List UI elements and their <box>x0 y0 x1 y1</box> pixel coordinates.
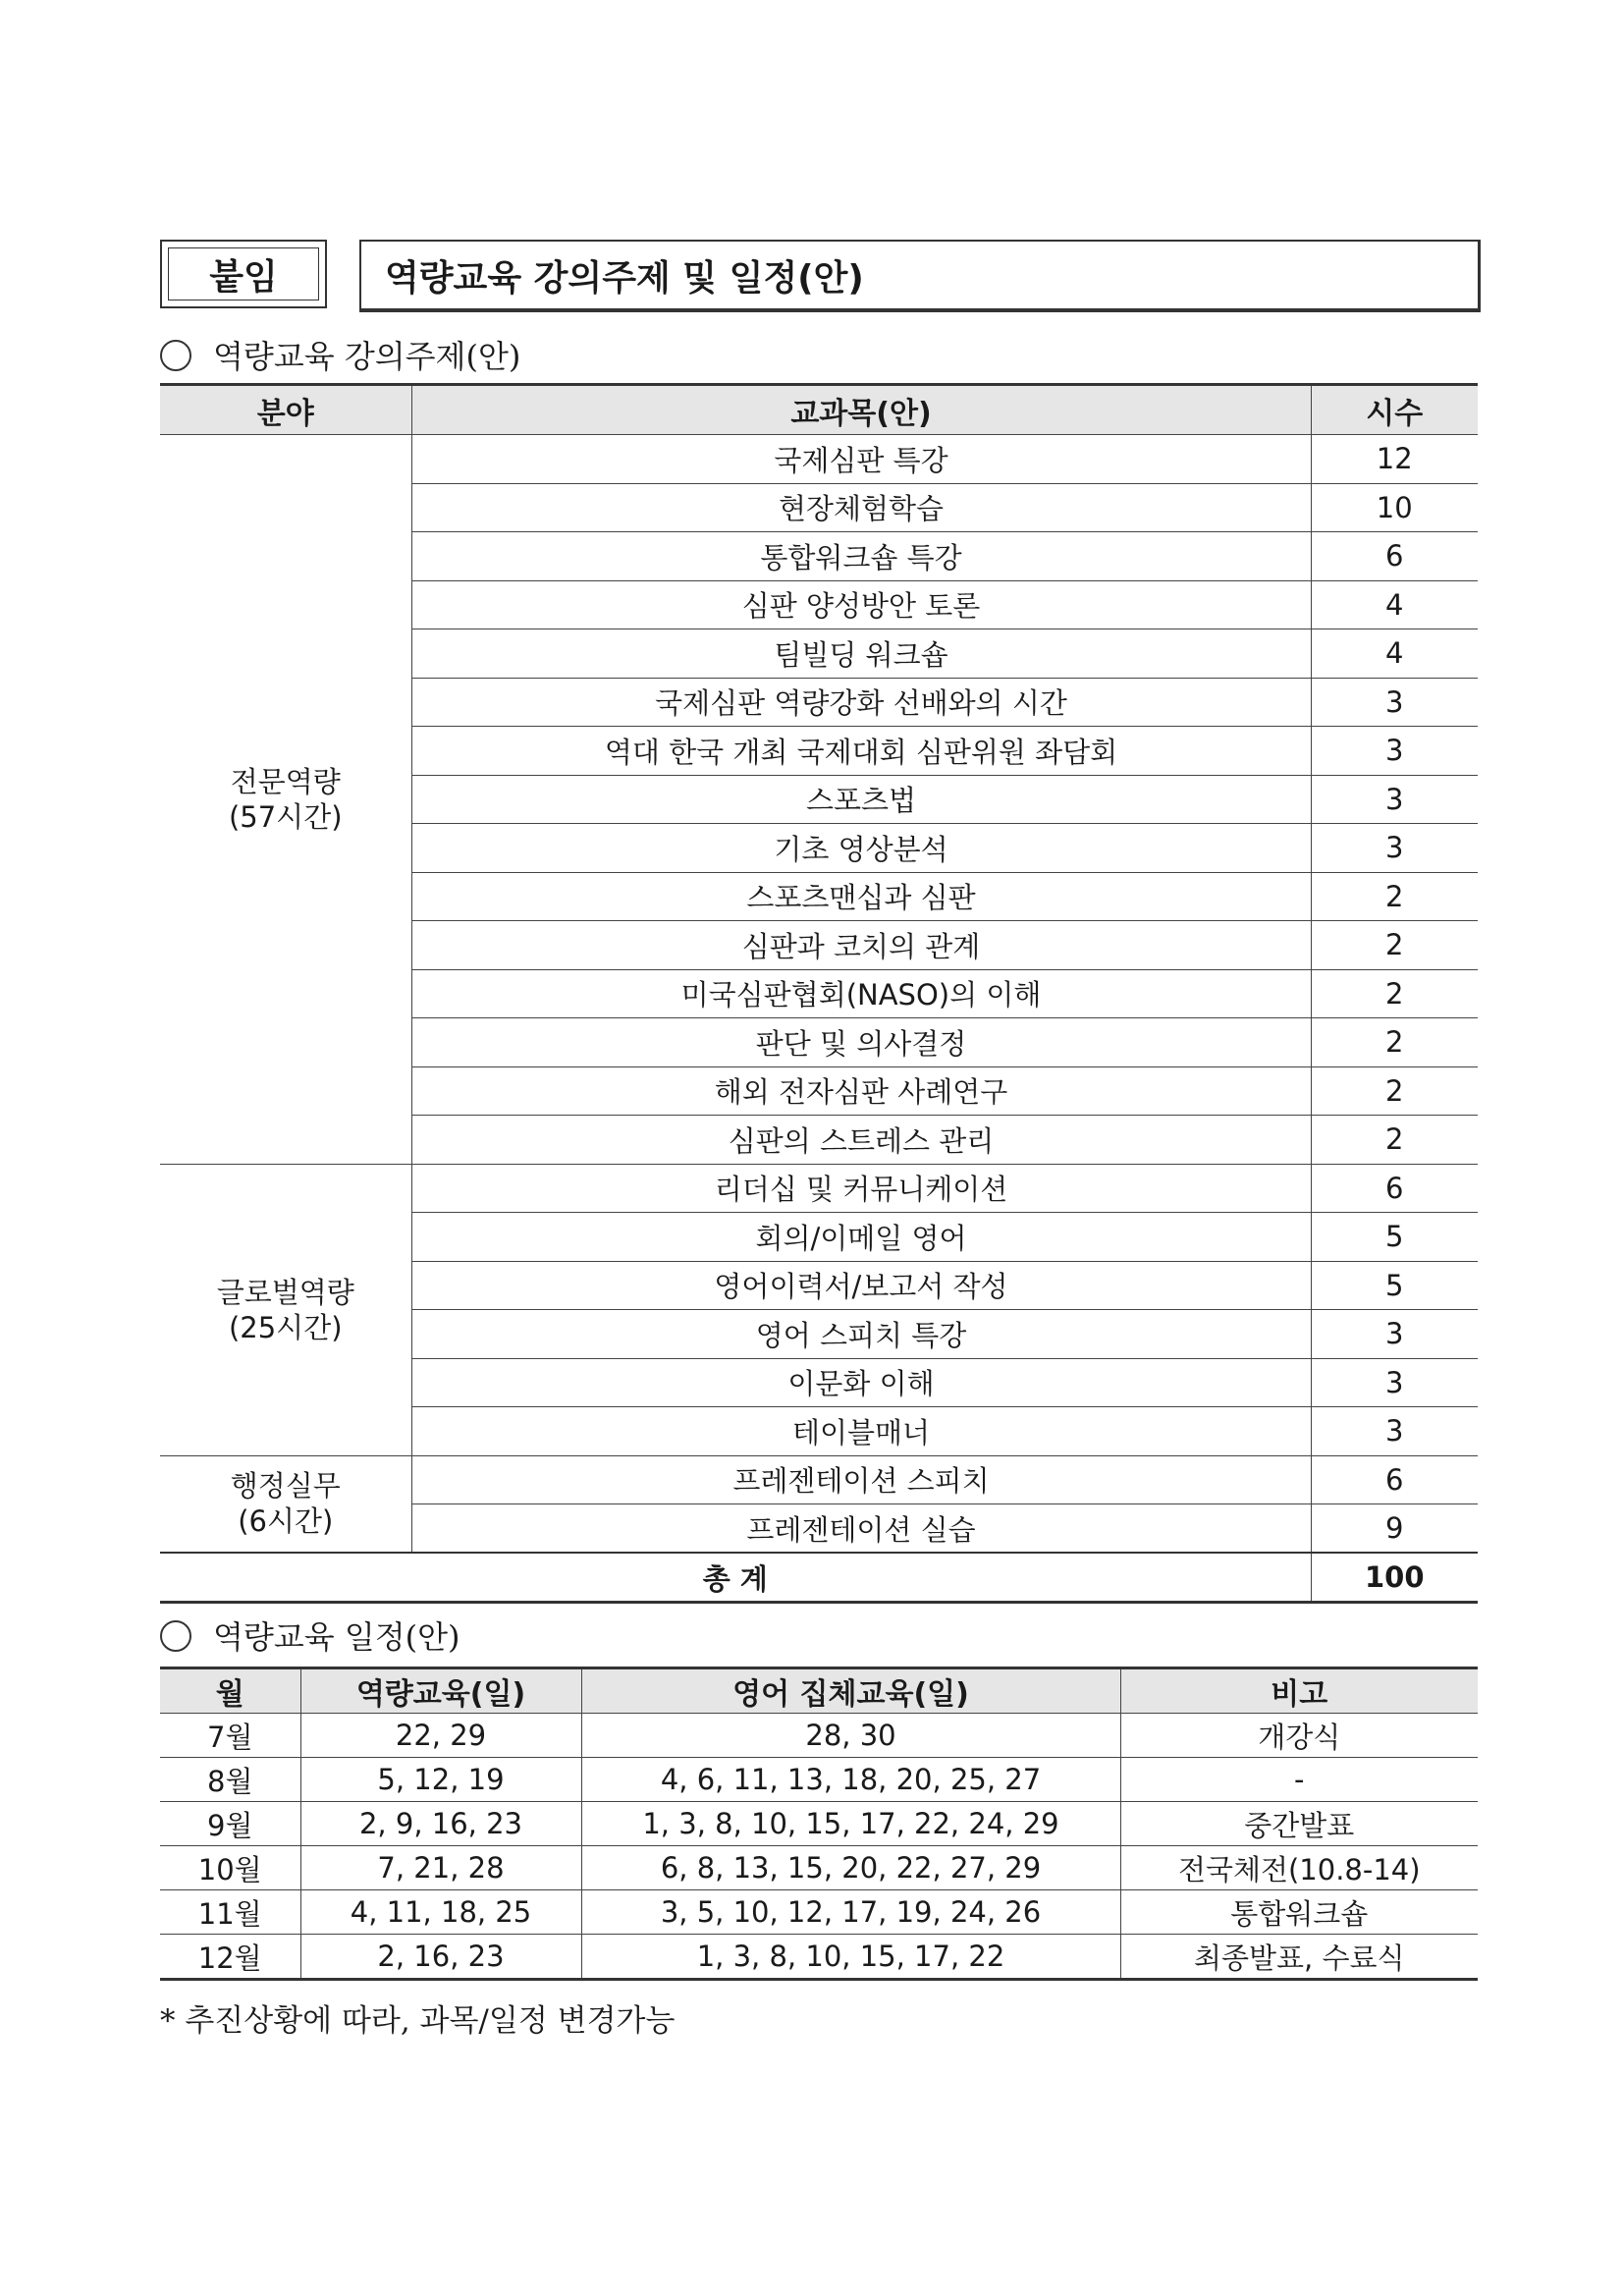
table-row <box>160 1714 1478 1758</box>
hours-cell: 2 <box>1311 969 1478 1018</box>
table-header-row <box>160 385 1478 435</box>
competency-days-cell: 2, 16, 23 <box>300 1935 581 1980</box>
subject-cell: 리더십 및 커뮤니케이션 <box>411 1164 1311 1213</box>
section-heading-schedule <box>160 1613 460 1658</box>
column-header: 분야 <box>160 385 411 435</box>
category-hours: (25시간) <box>228 1310 343 1344</box>
hours-cell: 2 <box>1311 921 1478 970</box>
hours-cell: 6 <box>1311 1455 1478 1504</box>
hours-cell: 2 <box>1311 1066 1478 1116</box>
section-heading-topics <box>160 332 520 377</box>
schedule-table <box>160 1667 1478 1981</box>
competency-days-cell: 4, 11, 18, 25 <box>300 1890 581 1935</box>
hours-cell: 2 <box>1311 872 1478 921</box>
section-heading-schedule-label: 역량교육 일정(안) <box>213 1618 460 1656</box>
section-heading-topics-label: 역량교육 강의주제(안) <box>213 338 521 375</box>
category-cell <box>160 1164 411 1455</box>
month-cell: 12월 <box>160 1935 300 1980</box>
hours-cell: 5 <box>1311 1261 1478 1310</box>
note-cell: 중간발표 <box>1120 1802 1478 1846</box>
hours-cell: 3 <box>1311 678 1478 727</box>
document-title: 역량교육 강의주제 및 일정(안) <box>359 240 1481 312</box>
table-row <box>160 1890 1478 1935</box>
table-row <box>160 435 1478 484</box>
total-label: 총 계 <box>160 1553 1311 1603</box>
month-cell: 8월 <box>160 1758 300 1802</box>
subject-cell: 미국심판협회(NASO)의 이해 <box>411 969 1311 1018</box>
category-hours: (57시간) <box>228 799 343 834</box>
hours-cell: 6 <box>1311 1164 1478 1213</box>
subject-cell: 영어이력서/보고서 작성 <box>411 1261 1311 1310</box>
note-cell: 통합워크숍 <box>1120 1890 1478 1935</box>
total-row <box>160 1553 1478 1603</box>
table-header-row <box>160 1668 1478 1714</box>
column-header: 교과목(안) <box>411 385 1311 435</box>
category-cell <box>160 1455 411 1553</box>
hours-cell: 3 <box>1311 727 1478 776</box>
note-cell: 최종발표, 수료식 <box>1120 1935 1478 1980</box>
table-row <box>160 1455 1478 1504</box>
attachment-tag <box>160 240 327 308</box>
hours-cell: 2 <box>1311 1018 1478 1067</box>
english-days-cell: 4, 6, 11, 13, 18, 20, 25, 27 <box>581 1758 1120 1802</box>
category-name: 행정실무 <box>230 1469 341 1503</box>
subject-cell: 판단 및 의사결정 <box>411 1018 1311 1067</box>
hours-cell: 3 <box>1311 1310 1478 1359</box>
hours-cell: 9 <box>1311 1504 1478 1554</box>
subject-cell: 현장체험학습 <box>411 483 1311 532</box>
hours-cell: 6 <box>1311 532 1478 581</box>
table-row <box>160 1164 1478 1213</box>
subject-cell: 스포츠법 <box>411 775 1311 824</box>
hours-cell: 4 <box>1311 580 1478 629</box>
note-cell: 개강식 <box>1120 1714 1478 1758</box>
subject-cell: 심판과 코치의 관계 <box>411 921 1311 970</box>
footnote: * 추진상황에 따라, 과목/일정 변경가능 <box>160 2003 676 2039</box>
hours-cell: 3 <box>1311 775 1478 824</box>
month-cell: 7월 <box>160 1714 300 1758</box>
competency-days-cell: 22, 29 <box>300 1714 581 1758</box>
column-header: 시수 <box>1311 385 1478 435</box>
table-row <box>160 1935 1478 1980</box>
subject-cell: 기초 영상분석 <box>411 824 1311 873</box>
english-days-cell: 1, 3, 8, 10, 15, 17, 22, 24, 29 <box>581 1802 1120 1846</box>
table-row <box>160 1758 1478 1802</box>
subject-cell: 프레젠테이션 스피치 <box>411 1455 1311 1504</box>
competency-days-cell: 2, 9, 16, 23 <box>300 1802 581 1846</box>
subject-cell: 스포츠맨십과 심판 <box>411 872 1311 921</box>
subject-cell: 심판의 스트레스 관리 <box>411 1116 1311 1165</box>
category-name: 글로벌역량 <box>216 1275 354 1309</box>
circle-bullet-icon <box>160 1620 191 1652</box>
hours-cell: 2 <box>1311 1116 1478 1165</box>
note-cell: - <box>1120 1758 1478 1802</box>
circle-bullet-icon <box>160 340 191 371</box>
subject-cell: 심판 양성방안 토론 <box>411 580 1311 629</box>
column-header: 비고 <box>1120 1668 1478 1714</box>
subject-cell: 국제심판 특강 <box>411 435 1311 484</box>
subject-cell: 역대 한국 개최 국제대회 심판위원 좌담회 <box>411 727 1311 776</box>
month-cell: 10월 <box>160 1846 300 1890</box>
subject-cell: 국제심판 역량강화 선배와의 시간 <box>411 678 1311 727</box>
hours-cell: 3 <box>1311 1407 1478 1456</box>
english-days-cell: 3, 5, 10, 12, 17, 19, 24, 26 <box>581 1890 1120 1935</box>
subject-cell: 팀빌딩 워크숍 <box>411 629 1311 679</box>
hours-cell: 4 <box>1311 629 1478 679</box>
column-header: 영어 집체교육(일) <box>581 1668 1120 1714</box>
month-cell: 11월 <box>160 1890 300 1935</box>
hours-cell: 3 <box>1311 1358 1478 1407</box>
subject-cell: 프레젠테이션 실습 <box>411 1504 1311 1554</box>
subject-cell: 테이블매너 <box>411 1407 1311 1456</box>
subject-cell: 통합워크숍 특강 <box>411 532 1311 581</box>
table-row <box>160 1802 1478 1846</box>
subject-cell: 해외 전자심판 사례연구 <box>411 1066 1311 1116</box>
competency-days-cell: 7, 21, 28 <box>300 1846 581 1890</box>
english-days-cell: 28, 30 <box>581 1714 1120 1758</box>
english-days-cell: 6, 8, 13, 15, 20, 22, 27, 29 <box>581 1846 1120 1890</box>
total-hours: 100 <box>1311 1553 1478 1603</box>
column-header: 월 <box>160 1668 300 1714</box>
attachment-tag-label: 붙임 <box>168 247 319 301</box>
hours-cell: 5 <box>1311 1213 1478 1262</box>
hours-cell: 10 <box>1311 483 1478 532</box>
month-cell: 9월 <box>160 1802 300 1846</box>
topics-table <box>160 383 1478 1604</box>
subject-cell: 이문화 이해 <box>411 1358 1311 1407</box>
competency-days-cell: 5, 12, 19 <box>300 1758 581 1802</box>
note-cell: 전국체전(10.8-14) <box>1120 1846 1478 1890</box>
column-header: 역량교육(일) <box>300 1668 581 1714</box>
category-cell <box>160 435 411 1165</box>
english-days-cell: 1, 3, 8, 10, 15, 17, 22 <box>581 1935 1120 1980</box>
table-row <box>160 1846 1478 1890</box>
hours-cell: 3 <box>1311 824 1478 873</box>
hours-cell: 12 <box>1311 435 1478 484</box>
subject-cell: 회의/이메일 영어 <box>411 1213 1311 1262</box>
subject-cell: 영어 스피치 특강 <box>411 1310 1311 1359</box>
category-name: 전문역량 <box>230 764 341 798</box>
category-hours: (6시간) <box>238 1504 334 1539</box>
